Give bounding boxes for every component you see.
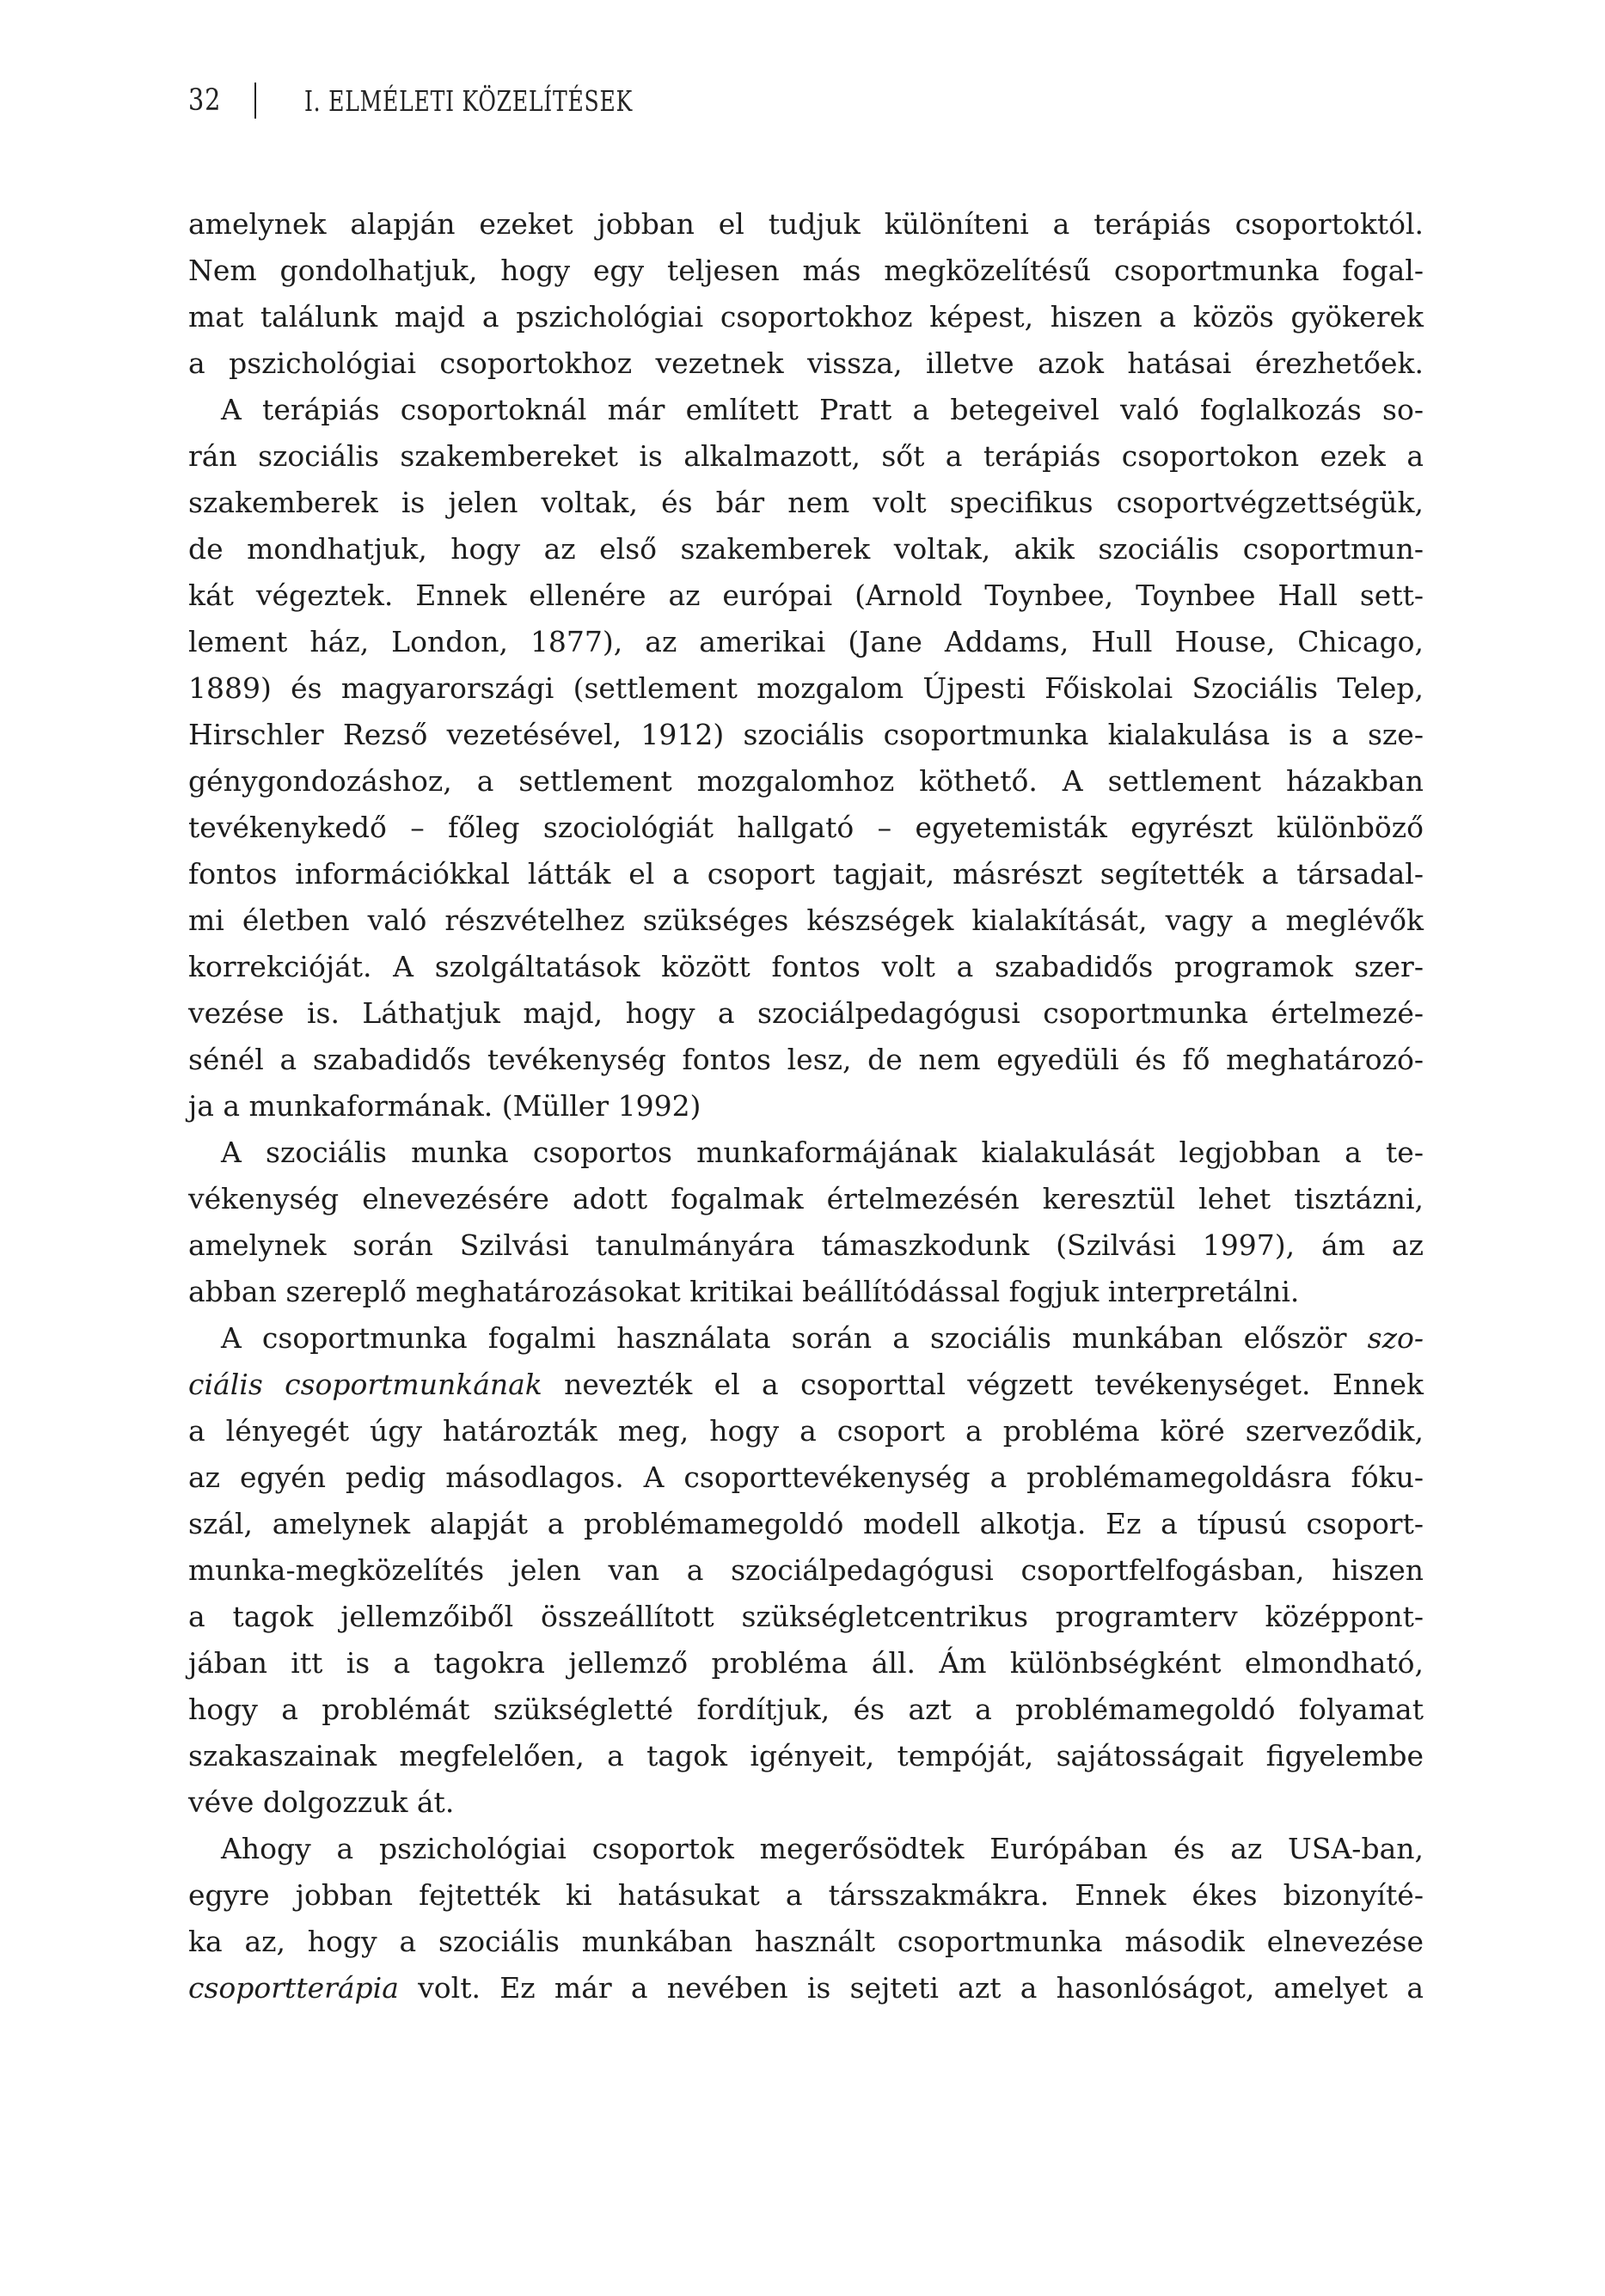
text-run: A szociális munka csoportos munkaformájának kialakulását legjobban a te- [221,1136,1424,1169]
text-line [188,1640,1424,1687]
paragraph [188,201,1424,387]
text-line [188,619,1424,665]
page-body [188,201,1424,2011]
italic-text-run: ciális csoportmunkának [188,1368,542,1401]
text-run: szál, amelynek alapját a problémamegoldó modell alkotja. Ez a típusú csoport- [188,1507,1424,1540]
text-run: de mondhatjuk, hogy az első szakemberek voltak, akik szociális csoportmun- [188,532,1424,566]
italic-text-run: csoportterápia [188,1971,399,2005]
text-line [188,758,1424,805]
text-run: munka-megközelítés jelen van a szociálpedagógusi csoportfelfogásban, hiszen [188,1553,1424,1587]
text-run: Ahogy a pszichológiai csoportok megerősödtek Európában és az USA-ban, [221,1832,1424,1865]
text-line [188,1130,1424,1176]
text-run: A csoportmunka fogalmi használata során a szociális munkában először [221,1321,1368,1355]
text-run: rán szociális szakembereket is alkalmazott, sőt a terápiás csoportokon ezek a [188,439,1424,473]
text-run: vezése is. Láthatjuk majd, hogy a szociálpedagógusi csoportmunka értelmezé- [188,996,1424,1030]
text-run: az egyén pedig másodlagos. A csoporttevékenység a problémamegoldásra fóku- [188,1460,1424,1494]
text-line [188,1547,1424,1594]
text-line [188,1919,1424,1965]
text-line [188,944,1424,990]
text-line [188,480,1424,526]
text-line [188,248,1424,294]
text-line [188,572,1424,619]
text-line [188,1501,1424,1547]
text-line [188,990,1424,1037]
text-line [188,387,1424,433]
running-header [188,79,736,122]
text-line [188,712,1424,758]
text-line [188,1408,1424,1454]
text-run: lement ház, London, 1877), az amerikai (Jane Addams, Hull House, Chicago, [188,625,1424,658]
text-run: véve dolgozzuk át. [188,1785,455,1819]
text-run: vékenység elnevezésére adott fogalmak értelmezésén keresztül lehet tisztázni, [188,1182,1424,1215]
text-run: abban szereplő meghatározásokat kritikai beállítódással fogjuk interpretálni. [188,1275,1300,1308]
text-line [188,1687,1424,1733]
text-line [188,1083,1424,1130]
text-run: szakemberek is jelen voltak, és bár nem volt specifikus csoportvégzettségük, [188,486,1424,519]
text-line [188,201,1424,248]
text-run: fontos információkkal látták el a csoport tagjait, másrészt segítették a társadal- [188,857,1424,891]
text-run: Hirschler Rezső vezetésével, 1912) szociális csoportmunka kialakulása is a sze- [188,718,1424,751]
text-run: A terápiás csoportoknál már említett Pratt a betegeivel való foglalkozás so- [221,393,1424,426]
paragraph [188,1315,1424,1826]
paragraph [188,387,1424,1130]
text-run: szakaszainak megfelelően, a tagok igényeit, tempóját, sajátosságait figyelembe [188,1739,1424,1773]
chapter-title: I. ELMÉLETI KÖZELÍTÉSEK [303,83,633,118]
text-line [188,805,1424,851]
paragraph [188,1826,1424,2011]
header-separator [254,83,256,119]
text-run: génygondozáshoz, a settlement mozgalomhoz köthető. A settlement házakban [188,764,1424,798]
text-run: kát végeztek. Ennek ellenére az európai (Arnold Toynbee, Toynbee Hall sett- [188,579,1424,612]
text-line [188,1872,1424,1919]
text-line [188,1826,1424,1872]
text-line [188,526,1424,572]
text-line [188,340,1424,387]
text-run: a tagok jellemzőiből összeállított szükségletcentrikus programterv középpont- [188,1600,1424,1633]
text-line [188,1269,1424,1315]
text-run: 1889) és magyarországi (settlement mozgalom Újpesti Főiskolai Szociális Telep, [188,671,1424,705]
text-line [188,1037,1424,1083]
text-line [188,1779,1424,1826]
text-line [188,294,1424,340]
text-run: sénél a szabadidős tevékenység fontos lesz, de nem egyedüli és fő meghatározó- [188,1043,1424,1076]
text-run: a lényegét úgy határozták meg, hogy a csoport a probléma köré szerveződik, [188,1414,1424,1448]
text-run: Nem gondolhatjuk, hogy egy teljesen más megközelítésű csoportmunka fogal- [188,254,1424,287]
text-line [188,433,1424,480]
text-run: amelynek alapján ezeket jobban el tudjuk különíteni a terápiás csoportoktól. [188,207,1424,241]
text-run: korrekcióját. A szolgáltatások között fontos volt a szabadidős programok szer- [188,950,1424,983]
text-run: mi életben való részvételhez szükséges készségek kialakítását, vagy a meglévők [188,903,1424,937]
text-line [188,897,1424,944]
text-run: hogy a problémát szükségletté fordítjuk, és azt a problémamegoldó folyamat [188,1693,1424,1726]
text-line [188,851,1424,897]
text-run: volt. Ez már a nevében is sejteti azt a hasonlóságot, amelyet a [398,1971,1424,2005]
text-line [188,1965,1424,2011]
page-number: 32 [188,83,222,118]
text-line [188,1362,1424,1408]
paragraph [188,1130,1424,1315]
text-line [188,1222,1424,1269]
text-run: ja a munkaformának. (Müller 1992) [188,1089,701,1123]
italic-text-run: szo- [1367,1321,1424,1355]
text-run: nevezték el a csoporttal végzett tevékenységet. Ennek [542,1368,1424,1401]
text-line [188,665,1424,712]
text-run: mat találunk majd a pszichológiai csoportokhoz képest, hiszen a közös gyökerek [188,300,1424,334]
text-run: jában itt is a tagokra jellemző probléma áll. Ám különbségként elmondható, [188,1646,1424,1680]
text-run: a pszichológiai csoportokhoz vezetnek vissza, illetve azok hatásai érezhetőek. [188,346,1424,380]
text-run: amelynek során Szilvási tanulmányára támaszkodunk (Szilvási 1997), ám az [188,1228,1424,1262]
text-run: egyre jobban fejtették ki hatásukat a társszakmákra. Ennek ékes bizonyíté- [188,1878,1424,1912]
text-line [188,1315,1424,1362]
text-line [188,1454,1424,1501]
text-run: tevékenykedő – főleg szociológiát hallgató – egyetemisták egyrészt különböző [188,811,1424,844]
text-line [188,1594,1424,1640]
text-line [188,1733,1424,1779]
text-run: ka az, hogy a szociális munkában használt csoportmunka második elnevezése [188,1925,1424,1958]
text-line [188,1176,1424,1222]
